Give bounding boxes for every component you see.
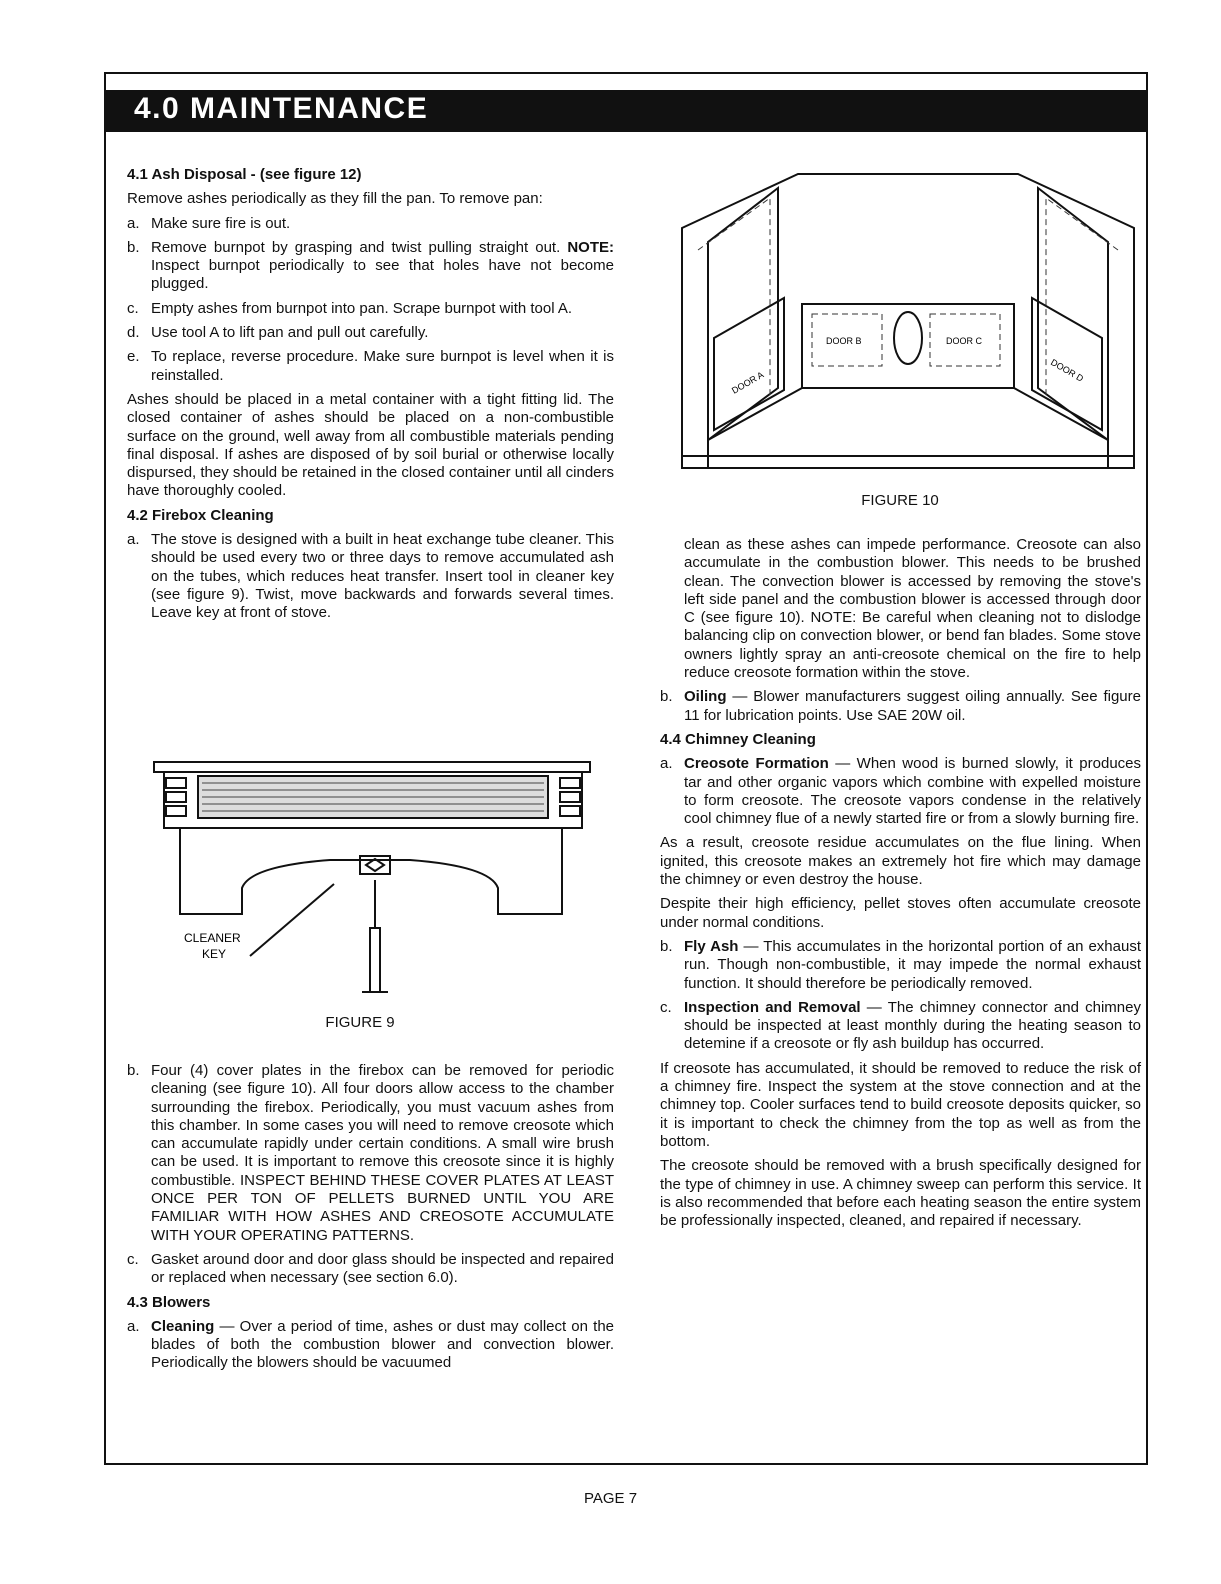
left-column-bottom (127, 1062, 614, 1379)
figure-10-illustration (678, 168, 1138, 476)
creosote-paragraph-2: As a result, creosote residue accumulates on the flue lining. When ignited, this creosote makes an extremely hot fire which may damage the chimney or even destroy the house. (660, 834, 1141, 889)
list-item: a. Cleaning — Over a period of time, ashes or dust may collect on the blades of both the combustion blower and convection blower. Periodically the blowers should be vacuumed (127, 1317, 614, 1372)
figure-9-illustration (150, 760, 600, 1000)
section-title: 4.0 MAINTENANCE (134, 92, 429, 125)
inspection-paragraph-2: If creosote has accumulated, it should be removed to reduce the risk of a chimney fire. Inspect the system at the stove connection and at the chimney top. Cooler surfaces tend to build creosote deposits quicker, so it is important to check the chimney from the top as well as from the bottom. (660, 1059, 1141, 1150)
heading-chimney-cleaning: 4.4 Chimney Cleaning (660, 730, 816, 748)
list-item: d. Use tool A to lift pan and pull out carefully. (127, 324, 429, 342)
heading-firebox-cleaning: 4.2 Firebox Cleaning (127, 506, 274, 524)
list-item: b. Oiling — Blower manufacturers suggest oiling annually. See figure 11 for lubrication points. Use SAE 20W oil. (660, 688, 1141, 724)
list-item: b. Four (4) cover plates in the firebox can be removed for periodic cleaning (see figure 10). All four doors allow access to the chamber surrounding the firebox. Periodically, you must vacuum ashes from this chamber. In some cases you will need to remove creosote which can accumulate rapidly under certain conditions. A small wire brush can be used. It is important to remove this creosote since it is highly combustible. INSPECT BEHIND THESE COVER PLATES AT LEAST ONCE PER TON OF PELLETS BURNED UNTIL YOU ARE FAMILIAR WITH HOW ASHES AND CREOSOTE ACCUMULATE WITH YOUR OPERATING PATTERNS. (127, 1062, 614, 1244)
heading-ash-disposal: 4.1 Ash Disposal - (see figure 12) (127, 166, 362, 183)
section-banner (106, 90, 1146, 132)
list-item: c. Gasket around door and door glass should be inspected and repaired or replaced when necessary (see section 6.0). (127, 1250, 614, 1287)
door-a-label: DOOR A (730, 369, 766, 396)
list-item: a. The stove is designed with a built in heat exchange tube cleaner. This should be used every two or three days to remove accumulated ash on the tubes, which reduces heat transfer. Insert tool in cleaner key (see figure 9). Twist, move backwards and forwards several times. Leave key at front of stove. (127, 531, 614, 622)
inspection-paragraph-3: The creosote should be removed with a brush specifically designed for the type of chimney in use. A chimney sweep can perform this service. It is also recommended that before each heating season the entire system be professionally inspected, cleaned, and repaired if necessary. (660, 1157, 1141, 1230)
right-column (660, 536, 1141, 1236)
list-item: a. Make sure fire is out. (127, 214, 291, 232)
page-number: PAGE 7 (583, 1490, 638, 1507)
door-c-label: DOOR C (946, 336, 982, 346)
blowers-continued: clean as these ashes can impede performance. Creosote can also accumulate in the combustion blower. This needs to be brushed clean. The convection blower is accessed by removing the stove's left side panel and the combustion blower is accessed through door C (see figure 10). NOTE: Be careful when cleaning not to dislodge balancing clip on convection blower, or bend fan blades. Some stove owners lightly spray an anti-creosote chemical on the fire to help reduce creosote formation within the stove. (684, 536, 1141, 682)
figure-9-caption: FIGURE 9 (325, 1014, 395, 1031)
list-item: b. Fly Ash — This accumulates in the horizontal portion of an exhaust run. Though non-combustible, it may impede the normal exhaust function. It should therefore be periodically removed. (660, 937, 1142, 992)
door-d-label: DOOR D (1049, 357, 1086, 384)
list-item: e. To replace, reverse procedure. Make sure burnpot is level when it is reinstalled. (127, 348, 614, 384)
cleaner-key-label-line1: CLEANER (184, 931, 241, 945)
list-item: b. Remove burnpot by grasping and twist pulling straight out. NOTE: Inspect burnpot periodically to see that holes have not become plugged. (127, 238, 614, 293)
heading-blowers: 4.3 Blowers (127, 1293, 211, 1311)
list-item: c. Empty ashes from burnpot into pan. Scrape burnpot with tool A. (127, 299, 573, 317)
list-item: c. Inspection and Removal — The chimney connector and chimney should be inspected at least monthly during the heating season to detemine if a creosote or fly ash buildup has occurred. (660, 998, 1141, 1053)
cleaner-key-label-line2: KEY (202, 947, 227, 961)
left-column-top (127, 162, 614, 629)
creosote-paragraph-3: Despite their high efficiency, pellet stoves often accumulate creosote under normal conditions. (660, 895, 1141, 931)
ash-disposal-intro: Remove ashes periodically as they fill the pan. To remove pan: (127, 190, 543, 208)
figure-10-caption: FIGURE 10 (861, 492, 939, 509)
door-b-label: DOOR B (826, 336, 862, 346)
ash-disposal-paragraph: Ashes should be placed in a metal container with a tight fitting lid. The closed container of ashes should be placed on a non-combustible surface on the ground, well away from all combustible materials pending final disposal. If ashes are disposed of by soil burial or otherwise locally dispursed, they should be retained in the closed container until all cinders have thoroughly cooled. (127, 390, 614, 500)
list-item: a. Creosote Formation — When wood is burned slowly, it produces tar and other organic vapors which combine with expelled moisture to form creosote. The creosote vapors condense in the relatively cool chimney flue of a newly started fire or from a slowly burning fire. (660, 755, 1142, 828)
